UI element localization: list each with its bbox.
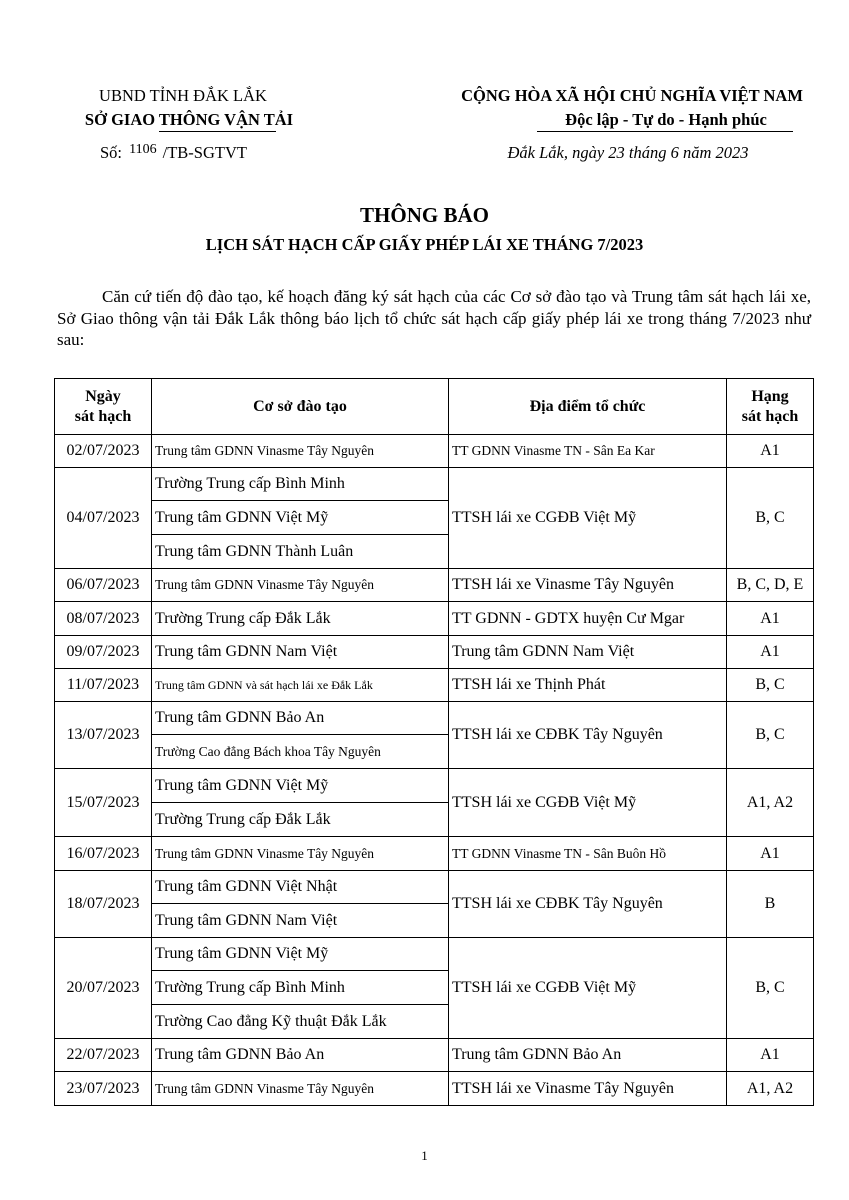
page-number: 1 — [421, 1148, 428, 1163]
table-row — [55, 569, 814, 602]
table-row — [55, 938, 814, 971]
license-classes: A1 — [727, 1039, 814, 1072]
exam-date: 23/07/2023 — [55, 1072, 152, 1106]
table-row — [55, 702, 814, 735]
license-classes: A1 — [727, 636, 814, 669]
training-school: Trung tâm GDNN Thành Luân — [152, 535, 449, 569]
training-school: Trung tâm GDNN và sát hạch lái xe Đắk Lắk — [152, 669, 449, 702]
date-place: Đắk Lắk, ngày 23 tháng 6 năm 2023 — [507, 143, 749, 162]
exam-venue: TTSH lái xe CGĐB Việt Mỹ — [449, 769, 727, 837]
license-classes: B, C, D, E — [727, 569, 814, 602]
motto: Độc lập - Tự do - Hạnh phúc — [565, 110, 767, 129]
license-classes: A1, A2 — [727, 1072, 814, 1106]
intro-text: Căn cứ tiến độ đào tạo, kế hoạch đăng ký sát hạch của các Cơ sở đào tạo và Trung tâm sát hạch lái xe, Sở Giao thông vận tải Đắk Lắk thông báo lịch tổ chức sát hạch cấp giấy phép lái xe trong tháng 7/2023 như sau: — [57, 287, 811, 349]
license-classes: B, C — [727, 468, 814, 569]
training-school: Trung tâm GDNN Vinasme Tây Nguyên — [152, 435, 449, 468]
exam-venue: TT GDNN Vinasme TN - Sân Buôn Hồ — [449, 837, 727, 871]
table-row — [55, 1072, 814, 1106]
exam-date: 06/07/2023 — [55, 569, 152, 602]
exam-venue: TT GDNN - GDTX huyện Cư Mgar — [449, 602, 727, 636]
doc-number-value: 1106 — [129, 142, 157, 157]
header-school: Cơ sở đào tạo — [152, 379, 449, 435]
doc-number-suffix: /TB-SGTVT — [162, 143, 247, 162]
training-school: Trung tâm GDNN Vinasme Tây Nguyên — [152, 569, 449, 602]
table-row — [55, 602, 814, 636]
training-school: Trường Trung cấp Bình Minh — [152, 971, 449, 1005]
table-row — [55, 669, 814, 702]
training-school: Trường Trung cấp Đắk Lắk — [152, 602, 449, 636]
doc-number-prefix: Số: — [100, 143, 123, 162]
exam-venue: TTSH lái xe Vinasme Tây Nguyên — [449, 569, 727, 602]
exam-venue: TTSH lái xe CĐBK Tây Nguyên — [449, 871, 727, 938]
header-date: Ngày sát hạch — [55, 379, 152, 435]
exam-date: 18/07/2023 — [55, 871, 152, 938]
table-row — [55, 468, 814, 501]
org-underline — [159, 131, 276, 132]
training-school: Trung tâm GDNN Việt Mỹ — [152, 938, 449, 971]
training-school: Trung tâm GDNN Bảo An — [152, 702, 449, 735]
exam-date: 04/07/2023 — [55, 468, 152, 569]
exam-date: 09/07/2023 — [55, 636, 152, 669]
training-school: Trung tâm GDNN Vinasme Tây Nguyên — [152, 837, 449, 871]
license-classes: B, C — [727, 938, 814, 1039]
license-classes: A1, A2 — [727, 769, 814, 837]
doc-title: THÔNG BÁO — [360, 203, 489, 227]
training-school: Trung tâm GDNN Bảo An — [152, 1039, 449, 1072]
schedule-table — [54, 378, 814, 1106]
table-row — [55, 769, 814, 803]
training-school: Trường Cao đẳng Kỹ thuật Đắk Lắk — [152, 1005, 449, 1039]
doc-subtitle: LỊCH SÁT HẠCH CẤP GIẤY PHÉP LÁI XE THÁNG 7/2023 — [205, 235, 644, 254]
license-classes: B, C — [727, 669, 814, 702]
header-venue: Địa điểm tổ chức — [449, 379, 727, 435]
motto-underline — [537, 131, 793, 132]
exam-date: 11/07/2023 — [55, 669, 152, 702]
license-classes: B, C — [727, 702, 814, 769]
org-parent: UBND TỈNH ĐẮK LẮK — [99, 86, 267, 105]
exam-venue: TTSH lái xe Thịnh Phát — [449, 669, 727, 702]
license-classes: B — [727, 871, 814, 938]
training-school: Trung tâm GDNN Nam Việt — [152, 904, 449, 938]
header-class: Hạng sát hạch — [727, 379, 814, 435]
exam-venue: Trung tâm GDNN Bảo An — [449, 1039, 727, 1072]
training-school: Trường Trung cấp Đắk Lắk — [152, 803, 449, 837]
exam-date: 16/07/2023 — [55, 837, 152, 871]
intro-paragraph — [57, 286, 811, 351]
license-classes: A1 — [727, 602, 814, 636]
exam-date: 13/07/2023 — [55, 702, 152, 769]
training-school: Trung tâm GDNN Vinasme Tây Nguyên — [152, 1072, 449, 1106]
table-header-row — [55, 379, 814, 435]
exam-date: 02/07/2023 — [55, 435, 152, 468]
table-row — [55, 837, 814, 871]
training-school: Trường Trung cấp Bình Minh — [152, 468, 449, 501]
nation-name: CỘNG HÒA XÃ HỘI CHỦ NGHĨA VIỆT NAM — [461, 86, 803, 105]
table-row — [55, 1039, 814, 1072]
exam-venue: TTSH lái xe Vinasme Tây Nguyên — [449, 1072, 727, 1106]
training-school: Trung tâm GDNN Nam Việt — [152, 636, 449, 669]
org-name: SỞ GIAO THÔNG VẬN TẢI — [84, 110, 294, 129]
doc-number — [100, 143, 247, 165]
exam-date: 08/07/2023 — [55, 602, 152, 636]
exam-venue: TTSH lái xe CĐBK Tây Nguyên — [449, 702, 727, 769]
exam-venue: TTSH lái xe CGĐB Việt Mỹ — [449, 938, 727, 1039]
training-school: Trường Cao đẳng Bách khoa Tây Nguyên — [152, 735, 449, 769]
training-school: Trung tâm GDNN Việt Mỹ — [152, 769, 449, 803]
exam-venue: Trung tâm GDNN Nam Việt — [449, 636, 727, 669]
exam-date: 22/07/2023 — [55, 1039, 152, 1072]
license-classes: A1 — [727, 837, 814, 871]
table-row — [55, 435, 814, 468]
table-row — [55, 871, 814, 904]
training-school: Trung tâm GDNN Việt Mỹ — [152, 501, 449, 535]
exam-venue: TTSH lái xe CGĐB Việt Mỹ — [449, 468, 727, 569]
table-row — [55, 636, 814, 669]
exam-date: 20/07/2023 — [55, 938, 152, 1039]
license-classes: A1 — [727, 435, 814, 468]
exam-date: 15/07/2023 — [55, 769, 152, 837]
training-school: Trung tâm GDNN Việt Nhật — [152, 871, 449, 904]
exam-venue: TT GDNN Vinasme TN - Sân Ea Kar — [449, 435, 727, 468]
